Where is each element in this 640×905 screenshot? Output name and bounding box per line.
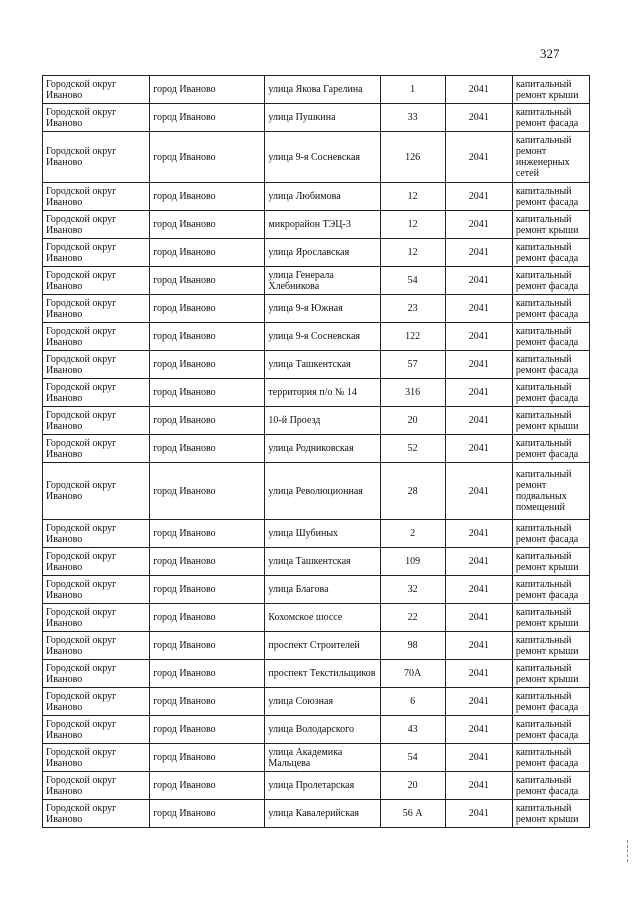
street-cell: улица Шубиных: [265, 520, 380, 548]
table-row: [43, 463, 590, 520]
table-row: [43, 379, 590, 407]
street-cell: улица Пролетарская: [265, 772, 380, 800]
house-number-cell: 2: [380, 520, 445, 548]
work-type-cell: капитальный ремонт инженерных сетей: [512, 132, 589, 183]
work-type-cell: капитальный ремонт фасада: [512, 351, 589, 379]
municipality-cell: Городской округ Иваново: [43, 463, 150, 520]
street-cell: Кохомское шоссе: [265, 604, 380, 632]
street-cell: улица 9-я Южная: [265, 295, 380, 323]
municipality-cell: Городской округ Иваново: [43, 267, 150, 295]
year-cell: 2041: [445, 660, 512, 688]
municipality-cell: Городской округ Иваново: [43, 295, 150, 323]
street-cell: улица 9-я Сосневская: [265, 323, 380, 351]
city-cell: город Иваново: [150, 239, 265, 267]
year-cell: 2041: [445, 267, 512, 295]
house-number-cell: 20: [380, 407, 445, 435]
work-type-cell: капитальный ремонт фасада: [512, 295, 589, 323]
year-cell: 2041: [445, 183, 512, 211]
city-cell: город Иваново: [150, 267, 265, 295]
city-cell: город Иваново: [150, 351, 265, 379]
city-cell: город Иваново: [150, 660, 265, 688]
year-cell: 2041: [445, 576, 512, 604]
year-cell: 2041: [445, 104, 512, 132]
work-type-cell: капитальный ремонт крыши: [512, 76, 589, 104]
work-type-cell: капитальный ремонт фасада: [512, 716, 589, 744]
city-cell: город Иваново: [150, 716, 265, 744]
work-type-cell: капитальный ремонт фасада: [512, 323, 589, 351]
scan-edge-mark: [627, 840, 629, 862]
city-cell: город Иваново: [150, 76, 265, 104]
year-cell: 2041: [445, 323, 512, 351]
city-cell: город Иваново: [150, 576, 265, 604]
city-cell: город Иваново: [150, 295, 265, 323]
table-row: [43, 632, 590, 660]
year-cell: 2041: [445, 688, 512, 716]
table-row: [43, 520, 590, 548]
year-cell: 2041: [445, 211, 512, 239]
house-number-cell: 54: [380, 744, 445, 772]
municipality-cell: Городской округ Иваново: [43, 772, 150, 800]
municipality-cell: Городской округ Иваново: [43, 744, 150, 772]
street-cell: улица Ташкентская: [265, 351, 380, 379]
house-number-cell: 20: [380, 772, 445, 800]
municipality-cell: Городской округ Иваново: [43, 604, 150, 632]
table-row: [43, 211, 590, 239]
table-row: [43, 435, 590, 463]
house-number-cell: 109: [380, 548, 445, 576]
street-cell: улица Благова: [265, 576, 380, 604]
city-cell: город Иваново: [150, 772, 265, 800]
street-cell: территория п/о № 14: [265, 379, 380, 407]
city-cell: город Иваново: [150, 800, 265, 828]
work-type-cell: капитальный ремонт фасада: [512, 104, 589, 132]
municipality-cell: Городской округ Иваново: [43, 520, 150, 548]
year-cell: 2041: [445, 744, 512, 772]
work-type-cell: капитальный ремонт фасада: [512, 576, 589, 604]
year-cell: 2041: [445, 132, 512, 183]
street-cell: 10-й Проезд: [265, 407, 380, 435]
city-cell: город Иваново: [150, 379, 265, 407]
work-type-cell: капитальный ремонт фасада: [512, 267, 589, 295]
municipality-cell: Городской округ Иваново: [43, 632, 150, 660]
year-cell: 2041: [445, 435, 512, 463]
street-cell: улица Якова Гарелина: [265, 76, 380, 104]
year-cell: 2041: [445, 379, 512, 407]
street-cell: улица Союзная: [265, 688, 380, 716]
year-cell: 2041: [445, 772, 512, 800]
city-cell: город Иваново: [150, 632, 265, 660]
work-type-cell: капитальный ремонт крыши: [512, 800, 589, 828]
city-cell: город Иваново: [150, 104, 265, 132]
table-row: [43, 295, 590, 323]
work-type-cell: капитальный ремонт крыши: [512, 407, 589, 435]
work-type-cell: капитальный ремонт фасада: [512, 435, 589, 463]
street-cell: улица Кавалерийская: [265, 800, 380, 828]
house-number-cell: 23: [380, 295, 445, 323]
city-cell: город Иваново: [150, 548, 265, 576]
house-number-cell: 33: [380, 104, 445, 132]
year-cell: 2041: [445, 632, 512, 660]
house-number-cell: 70А: [380, 660, 445, 688]
work-type-cell: капитальный ремонт крыши: [512, 632, 589, 660]
house-number-cell: 6: [380, 688, 445, 716]
municipality-cell: Городской округ Иваново: [43, 379, 150, 407]
table-row: [43, 323, 590, 351]
table-row: [43, 576, 590, 604]
house-number-cell: 12: [380, 211, 445, 239]
table-row: [43, 351, 590, 379]
city-cell: город Иваново: [150, 688, 265, 716]
house-number-cell: 122: [380, 323, 445, 351]
municipality-cell: Городской округ Иваново: [43, 407, 150, 435]
house-number-cell: 43: [380, 716, 445, 744]
street-cell: улица Академика Мальцева: [265, 744, 380, 772]
work-type-cell: капитальный ремонт фасада: [512, 183, 589, 211]
municipality-cell: Городской округ Иваново: [43, 716, 150, 744]
city-cell: город Иваново: [150, 323, 265, 351]
city-cell: город Иваново: [150, 463, 265, 520]
work-type-cell: капитальный ремонт фасада: [512, 520, 589, 548]
work-type-cell: капитальный ремонт крыши: [512, 548, 589, 576]
city-cell: город Иваново: [150, 183, 265, 211]
table-row: [43, 800, 590, 828]
table-row: [43, 772, 590, 800]
house-number-cell: 56 А: [380, 800, 445, 828]
municipality-cell: Городской округ Иваново: [43, 76, 150, 104]
street-cell: улица Генерала Хлебникова: [265, 267, 380, 295]
year-cell: 2041: [445, 407, 512, 435]
work-type-cell: капитальный ремонт крыши: [512, 604, 589, 632]
house-number-cell: 12: [380, 183, 445, 211]
street-cell: улица Пушкина: [265, 104, 380, 132]
city-cell: город Иваново: [150, 132, 265, 183]
city-cell: город Иваново: [150, 744, 265, 772]
municipality-cell: Городской округ Иваново: [43, 576, 150, 604]
street-cell: проспект Текстильщиков: [265, 660, 380, 688]
municipality-cell: Городской округ Иваново: [43, 211, 150, 239]
year-cell: 2041: [445, 76, 512, 104]
municipality-cell: Городской округ Иваново: [43, 132, 150, 183]
table-row: [43, 744, 590, 772]
municipality-cell: Городской округ Иваново: [43, 351, 150, 379]
table-row: [43, 407, 590, 435]
street-cell: улица 9-я Сосневская: [265, 132, 380, 183]
city-cell: город Иваново: [150, 211, 265, 239]
municipality-cell: Городской округ Иваново: [43, 323, 150, 351]
house-number-cell: 28: [380, 463, 445, 520]
year-cell: 2041: [445, 716, 512, 744]
year-cell: 2041: [445, 800, 512, 828]
year-cell: 2041: [445, 239, 512, 267]
house-number-cell: 22: [380, 604, 445, 632]
street-cell: улица Родниковская: [265, 435, 380, 463]
house-number-cell: 57: [380, 351, 445, 379]
year-cell: 2041: [445, 463, 512, 520]
municipality-cell: Городской округ Иваново: [43, 660, 150, 688]
year-cell: 2041: [445, 295, 512, 323]
municipality-cell: Городской округ Иваново: [43, 239, 150, 267]
work-type-cell: капитальный ремонт крыши: [512, 211, 589, 239]
street-cell: проспект Строителей: [265, 632, 380, 660]
year-cell: 2041: [445, 604, 512, 632]
street-cell: улица Ташкентская: [265, 548, 380, 576]
house-number-cell: 316: [380, 379, 445, 407]
work-type-cell: капитальный ремонт фасада: [512, 772, 589, 800]
city-cell: город Иваново: [150, 520, 265, 548]
street-cell: улица Володарского: [265, 716, 380, 744]
table-body: [43, 76, 590, 828]
year-cell: 2041: [445, 548, 512, 576]
table-row: [43, 183, 590, 211]
house-number-cell: 32: [380, 576, 445, 604]
city-cell: город Иваново: [150, 604, 265, 632]
city-cell: город Иваново: [150, 407, 265, 435]
repair-schedule-table: [42, 75, 590, 828]
year-cell: 2041: [445, 520, 512, 548]
table-row: [43, 548, 590, 576]
table-row: [43, 716, 590, 744]
work-type-cell: капитальный ремонт фасада: [512, 688, 589, 716]
year-cell: 2041: [445, 351, 512, 379]
municipality-cell: Городской округ Иваново: [43, 435, 150, 463]
house-number-cell: 126: [380, 132, 445, 183]
street-cell: улица Революционная: [265, 463, 380, 520]
table-row: [43, 267, 590, 295]
table-row: [43, 688, 590, 716]
table-row: [43, 604, 590, 632]
street-cell: улица Ярославская: [265, 239, 380, 267]
table-row: [43, 76, 590, 104]
house-number-cell: 98: [380, 632, 445, 660]
street-cell: микрорайон ТЭЦ-3: [265, 211, 380, 239]
table-row: [43, 104, 590, 132]
municipality-cell: Городской округ Иваново: [43, 104, 150, 132]
house-number-cell: 12: [380, 239, 445, 267]
table-row: [43, 239, 590, 267]
table-row: [43, 132, 590, 183]
work-type-cell: капитальный ремонт фасада: [512, 239, 589, 267]
city-cell: город Иваново: [150, 435, 265, 463]
table-row: [43, 660, 590, 688]
house-number-cell: 52: [380, 435, 445, 463]
municipality-cell: Городской округ Иваново: [43, 183, 150, 211]
work-type-cell: капитальный ремонт фасада: [512, 744, 589, 772]
house-number-cell: 54: [380, 267, 445, 295]
municipality-cell: Городской округ Иваново: [43, 688, 150, 716]
page-number: 327: [540, 46, 560, 61]
street-cell: улица Любимова: [265, 183, 380, 211]
work-type-cell: капитальный ремонт крыши: [512, 660, 589, 688]
work-type-cell: капитальный ремонт подвальных помещений: [512, 463, 589, 520]
municipality-cell: Городской округ Иваново: [43, 800, 150, 828]
municipality-cell: Городской округ Иваново: [43, 548, 150, 576]
work-type-cell: капитальный ремонт фасада: [512, 379, 589, 407]
house-number-cell: 1: [380, 76, 445, 104]
